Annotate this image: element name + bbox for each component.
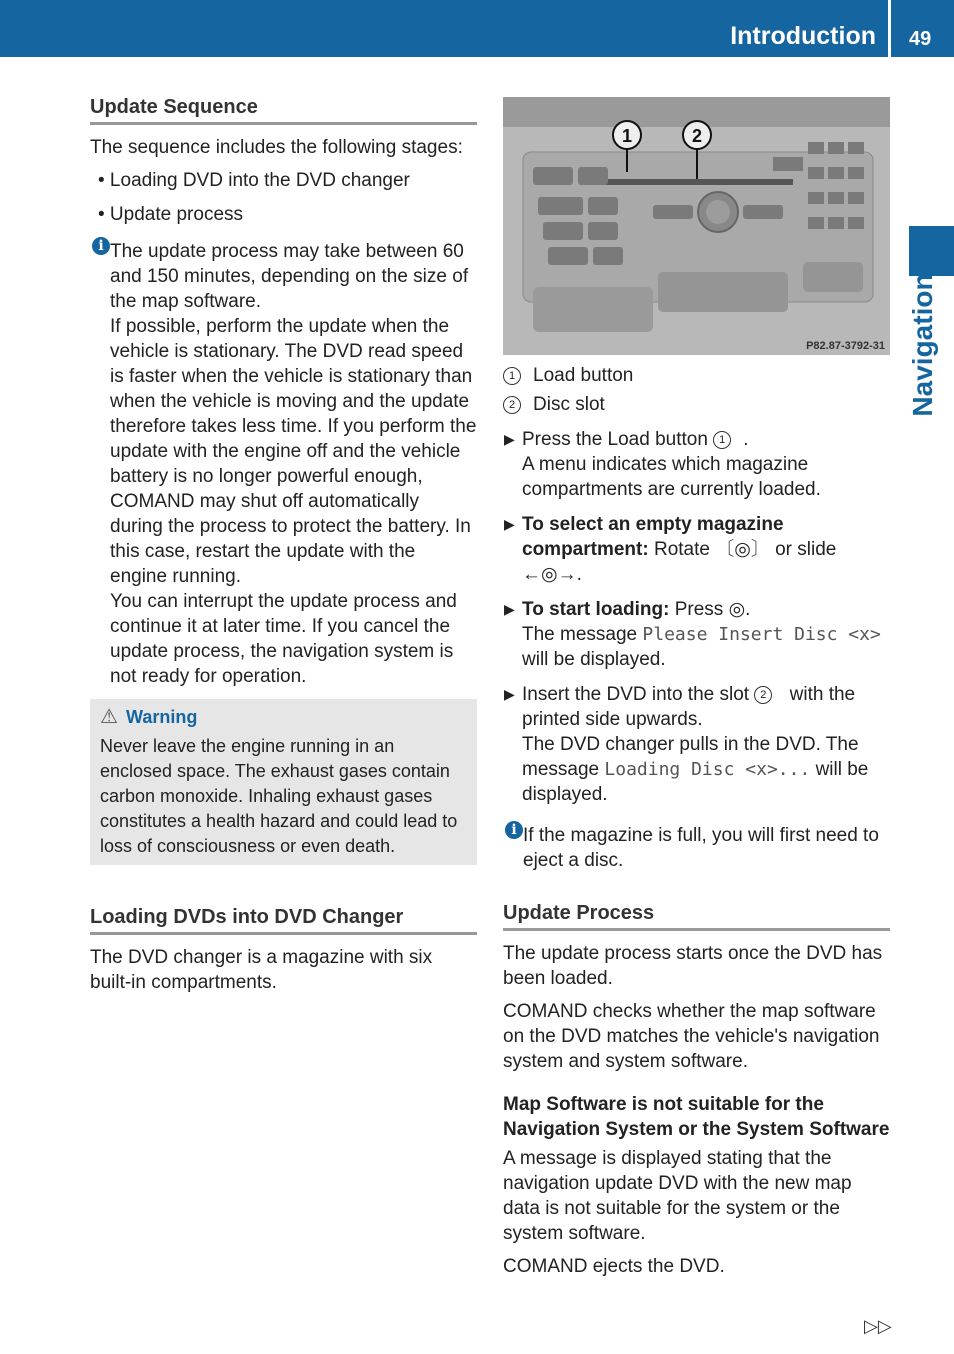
display-message: Loading Disc <x>...	[604, 759, 811, 780]
warning-header: ⚠ Warning	[100, 706, 198, 728]
step-arrow-icon: ▶	[504, 516, 515, 532]
side-tab-label: Navigation	[907, 273, 938, 417]
display-message: Please Insert Disc <x>	[642, 624, 881, 645]
step-arrow-icon: ▶	[504, 601, 515, 617]
paragraph: COMAND ejects the DVD.	[503, 1256, 725, 1277]
photo-callout-2: 2	[691, 126, 703, 146]
changer-description: The DVD changer is a magazine with six built-in compartments.	[90, 947, 433, 993]
step-press-load: ▶ Press the Load button 1 . A menu indicates which magazine compartments are currently loaded.	[504, 429, 821, 500]
subsection-title: Map Software is not suitable for the Navigation System or the System Software	[503, 1094, 890, 1140]
info-note	[90, 239, 477, 689]
step-arrow-icon: ▶	[504, 431, 515, 447]
bullet-item: • Loading DVD into the DVD changer	[98, 170, 410, 191]
press-controller-icon: ◎	[728, 599, 746, 620]
warning-box	[90, 699, 477, 865]
warning-text: Never leave the engine running in an enclosed space. The exhaust gases contain carbon monoxide. Inhaling exhaust gases constitutes a health hazard and could lead to loss of consciousness or even death.	[100, 736, 458, 856]
info-paragraph: If the magazine is full, you will first need to eject a disc.	[523, 825, 879, 871]
step-select-compartment: ▶ To select an empty magazine compartment: Rotate 〔◎〕 or slide ←◎→.	[504, 514, 837, 585]
section-title-update-process: Update Process	[503, 901, 890, 931]
step-insert-dvd: ▶ Insert the DVD into the slot 2 with the printed side upwards. The DVD changer pulls in the DVD. The message Loading Disc <x>... will be displayed.	[504, 684, 869, 805]
bullet-item: • Update process	[98, 204, 244, 225]
chapter-title: Introduction	[730, 22, 876, 50]
info-icon: i	[92, 237, 110, 255]
header-divider	[888, 0, 891, 57]
info-note	[503, 823, 890, 873]
paragraph: A message is displayed stating that the navigation update DVD with the new map data is not suitable for the system or the system software.	[503, 1148, 852, 1244]
paragraph: The update process starts once the DVD has been loaded.	[503, 943, 883, 989]
info-paragraph: The update process may take between 60 and 150 minutes, depending on the size of the map software.	[110, 241, 469, 312]
photo-callout-1: 1	[621, 126, 633, 146]
step-arrow-icon: ▶	[504, 686, 515, 702]
step-start-loading: ▶ To start loading: Press ◎. The message Please Insert Disc <x> will be displayed.	[504, 599, 881, 670]
legend-item-load-button: 1 Load button	[503, 363, 890, 388]
info-paragraph: If possible, perform the update when the vehicle is stationary. The DVD read speed is faster when the vehicle is stationary than when the vehicle is moving and the update therefore takes less time. If you perform the update with the engine off and the vehicle battery is no longer powerful enough, COMAND may shut off automatically during the process to protect the battery. In this case, restart the update with the engine running.	[110, 316, 477, 587]
paragraph: COMAND checks whether the map software on the DVD matches the vehicle's navigation system and system software.	[503, 1001, 880, 1072]
comand-unit-photo	[503, 97, 890, 355]
slide-controller-icon: ←◎→	[522, 564, 577, 585]
section-title-loading-dvds: Loading DVDs into DVD Changer	[90, 905, 477, 935]
section-title-update-sequence: Update Sequence	[90, 95, 477, 125]
rotate-controller-icon: 〔◎〕	[715, 539, 770, 560]
warning-icon: ⚠	[100, 706, 118, 728]
sequence-intro: The sequence includes the following stages:	[90, 137, 463, 158]
page-header	[0, 0, 954, 57]
comand-unit-illustration	[503, 97, 890, 355]
photo-code: P82.87-3792-31	[806, 340, 885, 352]
right-column	[503, 97, 890, 1287]
info-icon: i	[505, 821, 523, 839]
page-number: 49	[909, 28, 932, 50]
continue-arrow-icon: ▷▷	[864, 1316, 892, 1336]
legend-item-disc-slot: 2 Disc slot	[503, 392, 890, 417]
info-paragraph: You can interrupt the update process and continue it at later time. If you cancel the update process, the navigation system is not ready for operation.	[110, 591, 457, 687]
left-column	[90, 95, 477, 1003]
